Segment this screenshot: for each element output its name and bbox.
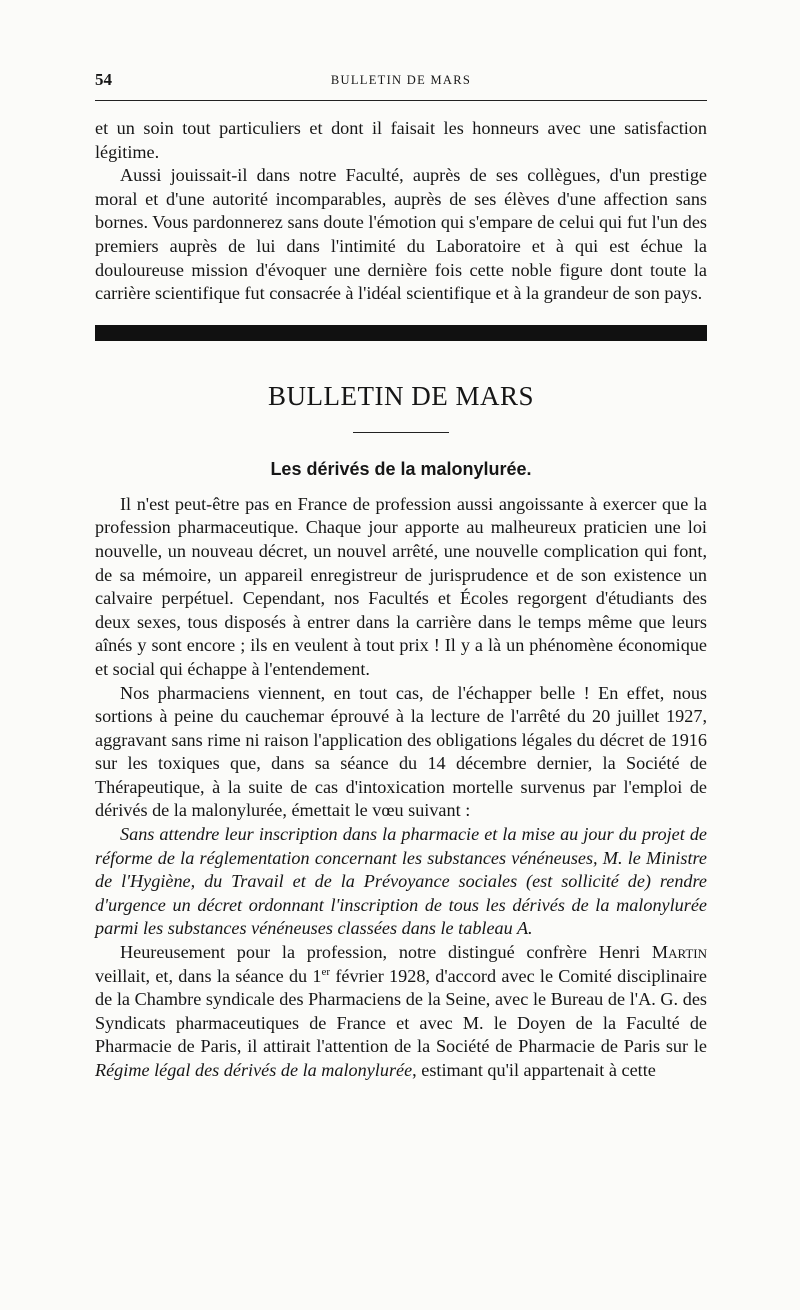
header-rule: [95, 100, 707, 101]
page-number: 54: [95, 70, 112, 89]
p3-end: , estimant qu'il appartenait à cette: [412, 1060, 656, 1080]
body-paragraph-3: [95, 941, 707, 1083]
quoted-resolution: Sans attendre leur inscription dans la pharmacie et la mise au jour du projet de réforme de la réglementation concernant les substances vénéneuses, M. le Ministre de l'Hygiène, du Travail et de la Prévoyance sociales (est sollicité de) rendre d'urgence un décret ordonnant l'inscription de tous les dérivés de la malonylurée parmi les substances vénéneuses classées dans le tableau A.: [95, 824, 707, 939]
running-header: [95, 70, 707, 94]
p3-part-a: veillait, et, dans la séance du 1: [95, 965, 322, 986]
continued-paragraph-2: Aussi jouissait-il dans notre Faculté, auprès de ses collègues, d'un prestige moral et d'une autorité incomparables, auprès de ses élèves d'une affection sans bornes. Vous pardonnerez sans doute l'émotion qui s'empare de celui qui fut l'un des premiers auprès de lui dans l'intimité du Laboratoire et à qui est échue la douloureuse mission d'évoquer une dernière fois cette noble figure dont toute la carrière scientifique fut consacrée à l'idéal scientifique et à la grandeur de son pays.: [95, 165, 707, 304]
p3-start: Heureusement pour la profession, notre distingué confrère Henri: [120, 942, 641, 963]
document-page: [95, 70, 707, 1083]
section-separator-bar: [95, 325, 707, 341]
person-name: Martin: [651, 942, 708, 963]
p3-part-b: février 1928, d'accord avec le Comité disciplinaire de la Chambre syndicale des Pharmaciens de la Seine, avec le Bureau de l'A. G. des Syndicats pharmaceutiques de France et avec M. le Doyen de la Faculté de Pharmacie de Paris, il attirait l'attention de la Société de Pharmacie de Paris sur le: [95, 965, 708, 1057]
running-title: BULLETIN DE MARS: [330, 73, 472, 87]
section-title: BULLETIN DE MARS: [268, 380, 534, 411]
title-rule: [353, 432, 449, 433]
body-paragraph-2: Nos pharmaciens viennent, en tout cas, de l'échapper belle ! En effet, nous sortions à peine du cauchemar éprouvé à la lecture de l'arrêté du 20 juillet 1927, aggravant sans rime ni raison l'application des obligations légales du décret de 1916 sur les toxiques que, dans sa séance du 14 décembre dernier, la Société de Thérapeutique, à la suite de cas d'intoxication mortelle survenus par l'emploi de dérivés de la malonylurée, émettait le vœu suivant :: [95, 682, 707, 821]
article-title: Les dérivés de la malonylurée.: [270, 458, 532, 479]
p3-italic-title: Régime légal des dérivés de la malonylurée: [95, 1060, 413, 1080]
continued-paragraph-1: et un soin tout particuliers et dont il faisait les honneurs avec une satisfaction légitime.: [95, 118, 707, 162]
ordinal-superscript: er: [321, 965, 331, 978]
body-paragraph-1: Il n'est peut-être pas en France de profession aussi angoissante à exercer que la profession pharmaceutique. Chaque jour apporte au malheureux praticien une loi nouvelle, un nouveau décret, un nouvel arrêté, une nouvelle complication qui font, de sa mémoire, un appareil enregistreur de jurisprudence et de son existence un calvaire perpétuel. Cependant, nos Facultés et Écoles regorgent d'étudiants des deux sexes, tous disposés à entrer dans la carrière dans le temps même que leurs aînés y sont encore ; ils en veulent à tout prix ! Il y a là un phénomène économique et social qui échappe à l'entendement.: [95, 493, 707, 679]
